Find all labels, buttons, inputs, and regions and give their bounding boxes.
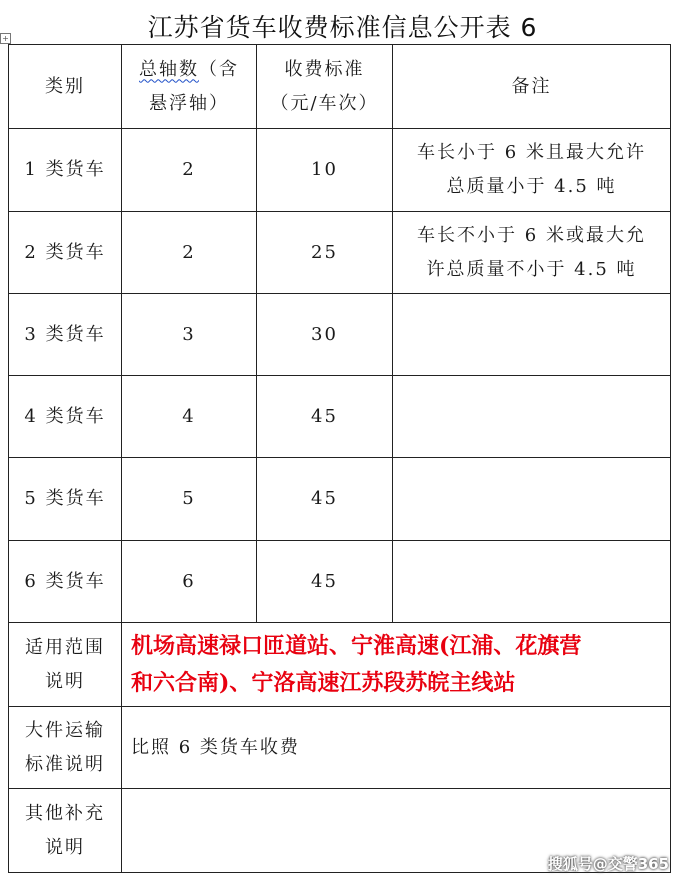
header-remarks: 备注 [393,45,671,129]
row-category: 5 类货车 [9,458,122,541]
table-move-handle-icon[interactable]: + [0,33,11,44]
page-title: 江苏省货车收费标准信息公开表 6 [147,13,538,42]
table-row [9,376,671,458]
row-remark [393,376,671,458]
row-fee: 25 [257,212,393,294]
oversize-text: 比照 6 类货车收费 [122,707,671,789]
table-row [9,541,671,623]
row-remark: 车长不小于 6 米或最大允 许总质量不小于 4.5 吨 [393,212,671,294]
scope-text: 机场高速禄口匝道站、宁淮高速(江浦、花旗营 和六合南)、宁洛高速江苏段苏皖主线站 [122,623,671,707]
table-row [9,458,671,541]
header-axles-underlined: 总轴数 [139,58,199,80]
table-row [9,212,671,294]
oversize-row [9,707,671,789]
row-remark [393,541,671,623]
watermark: 搜狐号@交警365 [547,855,669,873]
header-fee: 收费标准 （元/车次） [257,45,393,129]
row-remark [393,294,671,376]
row-remark [393,458,671,541]
row-axles: 6 [122,541,257,623]
row-fee: 45 [257,541,393,623]
oversize-label: 大件运输 标准说明 [9,707,122,789]
row-category: 4 类货车 [9,376,122,458]
row-fee: 45 [257,458,393,541]
row-axles: 2 [122,129,257,212]
row-axles: 5 [122,458,257,541]
table-row [9,129,671,212]
row-fee: 10 [257,129,393,212]
row-fee: 45 [257,376,393,458]
row-axles: 3 [122,294,257,376]
table-header-row [9,45,671,129]
scope-label: 适用范围 说明 [9,623,122,707]
header-axles: 总轴数（含 悬浮轴） [122,45,257,129]
row-axles: 4 [122,376,257,458]
scope-row [9,623,671,707]
other-label: 其他补充 说明 [9,789,122,873]
row-category: 3 类货车 [9,294,122,376]
row-remark: 车长小于 6 米且最大允许 总质量小于 4.5 吨 [393,129,671,212]
fee-table [8,44,671,873]
row-category: 2 类货车 [9,212,122,294]
row-category: 6 类货车 [9,541,122,623]
header-category: 类别 [9,45,122,129]
row-category: 1 类货车 [9,129,122,212]
row-fee: 30 [257,294,393,376]
row-axles: 2 [122,212,257,294]
table-row [9,294,671,376]
